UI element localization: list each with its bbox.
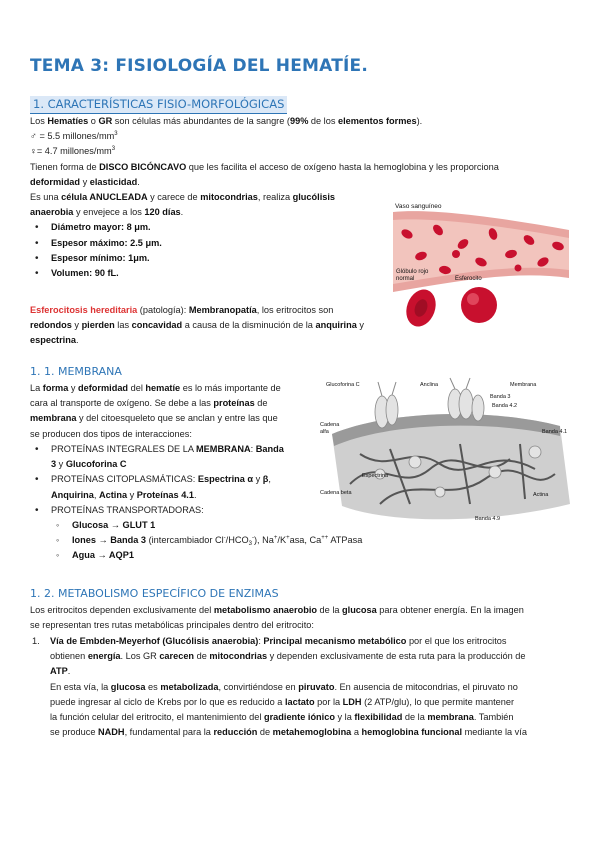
label-espectrina: Espectrina [362, 473, 388, 479]
paragraph-hematies: Los Hematíes o GR son células más abundantes de la sangre (99% de los elementos formes). [30, 116, 423, 126]
list-item-agua: ◦ Agua → AQP1 [30, 548, 450, 563]
membrane-cytoskeleton-figure [320, 374, 582, 526]
paragraph-membrana: La forma y deformidad del hematíe es lo más importante de cara al transporte de oxígeno. Se debe a las proteínas de membrana y del citoesqueleto que se anclan y entre las que se producen dos tipos de interacciones: [30, 383, 281, 439]
list-item-glucosa: ◦ Glucosa → GLUT 1 [30, 518, 450, 533]
page-title: TEMA 3: FISIOLOGÍA DEL HEMATÍE. [30, 56, 368, 76]
blood-vessel-figure [393, 200, 569, 330]
section-heading-1-2: 1. 2. METABOLISMO ESPECÍFICO DE ENZIMAS [30, 587, 279, 600]
paragraph-esferocitosis: Esferocitosis hereditaria (patología): Membranopatía, los eritrocitos son redondos y pierden las concavidad a causa de la disminución de la anquirina y espectrina. [30, 305, 364, 346]
list-item-embden-meyerhof: 1. Vía de Embden-Meyerhof (Glucólisis anaerobia): Principal mecanismo metabólico por el que los eritrocitos obtienen energía. Los GR carecen de mitocondrias y dependen exclusivamente de esta ruta para la producción de ATP. En esta vía, la glucosa es metabolizada, convirtiéndose en piruvato. En ausencia de mitocondrias, el piruvato no puede ingresar al ciclo de Krebs por lo que es reducido a lactato por la LDH (2 ATP/glu), lo que permite mantener la función celular del eritrocito, el mantenimiento del gradiente iónico y la flexibilidad de la membrana. También se produce NADH, fundamental para la reducción de metahemoglobina a hemoglobina funcional mediante la vía [32, 636, 527, 738]
label-glucoforina: Glucoforina C [326, 382, 360, 388]
spherocyte-highlight [467, 293, 479, 305]
label-membrana: Membrana [510, 382, 537, 388]
paragraph-anucleada: Es una célula ANUCLEADA y carece de mitocondrias, realiza glucólisis anaerobia y envejece a los 120 días. [30, 192, 336, 218]
section-heading-1: 1. CARACTERÍSTICAS FISIO-MORFOLÓGICAS [30, 96, 287, 114]
list-item: • Espesor máximo: 2.5 μm. [30, 236, 575, 251]
label-vaso: Vaso sanguíneo [395, 203, 442, 210]
male-count: ♂ = 5.5 millones/$mm^3$ [30, 131, 118, 142]
list-item-citoplasmaticas: • PROTEÍNAS CITOPLASMÁTICAS: Espectrina α y β, Anquirina, Actina y Proteínas 4.1. [30, 472, 450, 502]
section-heading-1-1: 1. 1. MEMBRANA [30, 365, 122, 378]
label-esferocito: Esferocito [455, 276, 482, 282]
label-cadena-alfa-1: Cadena [320, 422, 340, 428]
label-cadena-alfa-2: alfa [320, 429, 329, 435]
label-globulo-1: Glóbulo rojo [396, 269, 429, 275]
list-item: • Espesor mínimo: 1μm. [30, 251, 575, 266]
spherocyte-large [461, 287, 497, 323]
label-banda49: Banda 4.9 [475, 516, 501, 522]
female-count: ♀= 4.7 millones/$mm^3$ [30, 146, 116, 157]
label-actina: Actina [533, 492, 549, 498]
label-globulo-2: normal [396, 276, 415, 282]
list-item: • Volumen: 90 fL. [30, 266, 575, 281]
paragraph-metabolismo: Los eritrocitos dependen exclusivamente del metabolismo anaerobio de la glucosa para obtener energía. En la imagen se representan tres rutas metabólicas principales dentro del eritrocito: [30, 605, 524, 631]
list-item: • Diámetro mayor: 8 μm. [30, 220, 575, 235]
list-item-transportadoras: • PROTEÍNAS TRANSPORTADORAS: [30, 503, 450, 518]
metabolic-routes-list [30, 634, 575, 740]
label-banda42: Banda 4.2 [492, 403, 518, 409]
list-item-iones: ◦ Iones → Banda 3 (intercambiador $Cl^-/HCO_3^-$), Na+/K+asa, Ca++ ATPasa [30, 533, 450, 548]
label-banda3: Banda 3 [490, 394, 511, 400]
list-item-integrales: • PROTEÍNAS INTEGRALES DE LA MEMBRANA: Banda 3 y Glucoforina C [30, 442, 450, 472]
label-cadena-beta: Cadena beta [320, 490, 352, 496]
label-banda41: Banda 4.1 [542, 429, 568, 435]
paragraph-shape: Tienen forma de DISCO BICÓNCAVO que les facilita el acceso de oxígeno hasta la hemoglobina y les proporciona deformidad y elasticidad. [30, 161, 499, 187]
label-anclina: Anclina [420, 382, 439, 388]
